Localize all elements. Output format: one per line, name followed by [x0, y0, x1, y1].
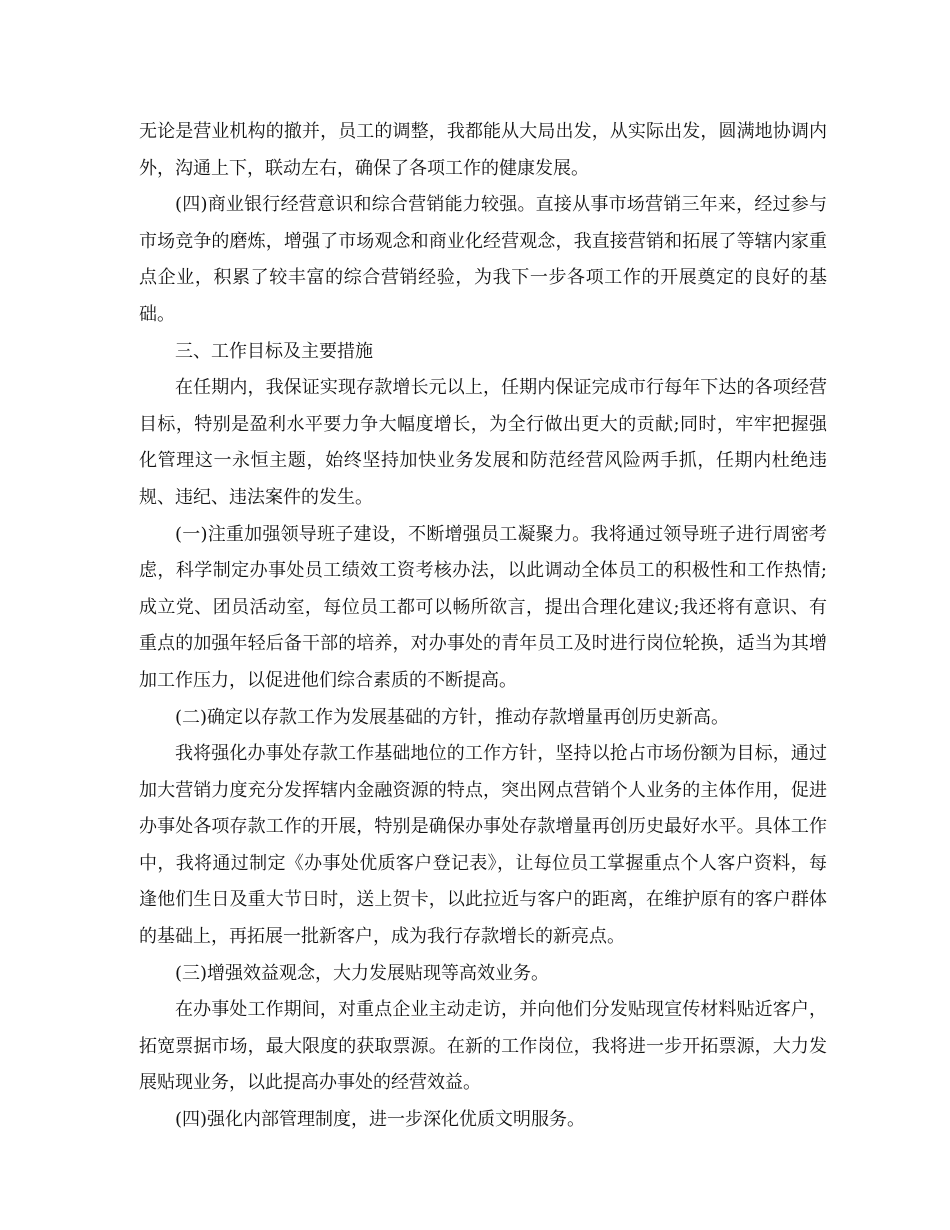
paragraph-5: (一)注重加强领导班子建设，不断增强员工凝聚力。我将通过领导班子进行周密考虑，科学制定办事处员工绩效工资考核办法，以此调动全体员工的积极性和工作热情;成立党、团员活动室，每位员工都可以畅所欲言，提出合理化建议;我还将有意识、有重点的加强年轻后备干部的培养，对办事处的青年员工及时进行岗位轮换，适当为其增加工作压力，以促进他们综合素质的不断提高。 — [139, 523, 827, 691]
section-heading-3: 三、工作目标及主要措施 — [175, 340, 373, 362]
subheading-6: (二)确定以存款工作为发展基础的方针，推动存款增量再创历史新高。 — [175, 706, 730, 728]
paragraph-1: 无论是营业机构的撤并，员工的调整，我都能从大局出发，从实际出发，圆满地协调内外，沟通上下，联动左右，确保了各项工作的健康发展。 — [139, 121, 827, 179]
subheading-8: (三)增强效益观念，大力发展贴现等高效业务。 — [175, 962, 550, 984]
paragraph-9: 在办事处工作期间，对重点企业主动走访，并向他们分发贴现宣传材料贴近客户，拓宽票据市场，最大限度的获取票源。在新的工作岗位，我将进一步开拓票源，大力发展贴现业务，以此提高办事处的经营效益。 — [139, 999, 827, 1094]
paragraph-7: 我将强化办事处存款工作基础地位的工作方针，坚持以抢占市场份额为目标，通过加大营销力度充分发挥辖内金融资源的特点，突出网点营销个人业务的主体作用，促进办事处各项存款工作的开展，特别是确保办事处存款增量再创历史最好水平。具体工作中，我将通过制定《办事处优质客户登记表》，让每位员工掌握重点个人客户资料，每逢他们生日及重大节日时，送上贺卡，以此拉近与客户的距离，在维护原有的客户群体的基础上，再拓展一批新客户，成为我行存款增长的新亮点。 — [139, 743, 827, 948]
paragraph-4: 在任期内，我保证实现存款增长元以上，任期内保证完成市行每年下达的各项经营目标，特别是盈利水平要力争大幅度增长，为全行做出更大的贡献;同时，牢牢把握强化管理这一永恒主题，始终坚持加快业务发展和防范经营风险两手抓，任期内杜绝违规、违纪、违法案件的发生。 — [139, 377, 827, 508]
subheading-10: (四)强化内部管理制度，进一步深化优质文明服务。 — [175, 1109, 586, 1131]
paragraph-2: (四)商业银行经营意识和综合营销能力较强。直接从事市场营销三年来，经过参与市场竞争的磨炼，增强了市场观念和商业化经营观念，我直接营销和拓展了等辖内家重点企业，积累了较丰富的综合营销经验，为我下一步各项工作的开展奠定的良好的基础。 — [139, 194, 827, 325]
document-body — [139, 114, 827, 1139]
